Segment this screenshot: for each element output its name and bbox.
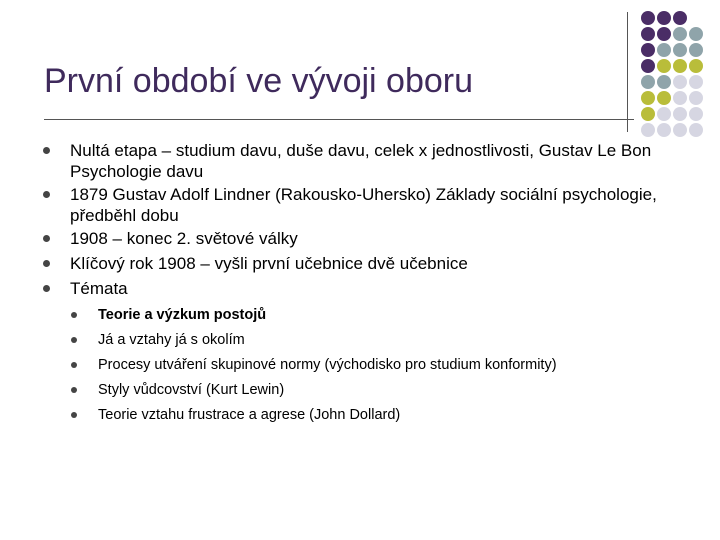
list-item bbox=[40, 228, 680, 249]
decorative-dot bbox=[657, 11, 671, 25]
decorative-dot bbox=[689, 27, 703, 41]
sub-list-item bbox=[40, 303, 680, 328]
slide-title: První období ve vývoji oboru bbox=[44, 62, 474, 100]
sub-list-item-text: Teorie vztahu frustrace a agrese (John Dollard) bbox=[98, 407, 401, 423]
bullet-icon bbox=[43, 147, 50, 154]
list-item-text: Klíčový rok 1908 – vyšli první učebnice dvě učebnice bbox=[70, 254, 468, 273]
decorative-dot bbox=[673, 11, 687, 25]
list-item-text: 1879 Gustav Adolf Lindner (Rakousko-Uhersko) Základy sociální psychologie, předběhl dobu bbox=[70, 185, 657, 225]
bullet-icon bbox=[71, 362, 77, 368]
decorative-dot bbox=[657, 43, 671, 57]
list-item bbox=[40, 184, 680, 226]
decorative-dot bbox=[657, 75, 671, 89]
sub-list-item bbox=[40, 328, 680, 353]
list-item-text: Témata bbox=[70, 279, 128, 298]
decorative-dot bbox=[641, 27, 655, 41]
decorative-dot bbox=[673, 107, 687, 121]
decorative-dot bbox=[689, 123, 703, 137]
decorative-dot bbox=[673, 123, 687, 137]
list-item bbox=[40, 140, 680, 182]
decorative-dot bbox=[641, 75, 655, 89]
sub-list-item bbox=[40, 378, 680, 403]
sub-list-item-text: Já a vztahy já s okolím bbox=[98, 332, 245, 348]
decorative-dot bbox=[689, 107, 703, 121]
decorative-dot bbox=[657, 107, 671, 121]
sub-list-item bbox=[40, 353, 680, 378]
decorative-dot bbox=[641, 59, 655, 73]
decorative-dot bbox=[689, 75, 703, 89]
decorative-dot bbox=[673, 91, 687, 105]
bullet-icon bbox=[43, 235, 50, 242]
list-item bbox=[40, 253, 680, 274]
list-item bbox=[40, 278, 680, 299]
list-item-text: 1908 – konec 2. světové války bbox=[70, 229, 298, 248]
decorative-dot bbox=[641, 107, 655, 121]
list-item-text: Nultá etapa – studium davu, duše davu, celek x jednostlivosti, Gustav Le Bon Psychologie davu bbox=[70, 141, 652, 181]
decorative-dot bbox=[689, 43, 703, 57]
decorative-dot bbox=[641, 123, 655, 137]
decorative-dot bbox=[657, 27, 671, 41]
decorative-dot bbox=[673, 27, 687, 41]
decorative-dot bbox=[673, 43, 687, 57]
bullet-icon bbox=[71, 387, 77, 393]
bullet-icon bbox=[71, 412, 77, 418]
decorative-dot bbox=[641, 43, 655, 57]
decorative-dot bbox=[673, 75, 687, 89]
decorative-dot bbox=[689, 91, 703, 105]
decorative-dot bbox=[689, 59, 703, 73]
bullet-icon bbox=[71, 337, 77, 343]
decorative-dot bbox=[657, 59, 671, 73]
decorative-dot bbox=[657, 123, 671, 137]
decorative-dot bbox=[657, 91, 671, 105]
decorative-dot bbox=[641, 11, 655, 25]
bullet-icon bbox=[43, 285, 50, 292]
bullet-list bbox=[40, 140, 680, 428]
sub-list-item-text: Procesy utváření skupinové normy (východisko pro studium konformity) bbox=[98, 357, 557, 373]
decorative-dot bbox=[641, 91, 655, 105]
title-underline bbox=[44, 119, 634, 120]
bullet-icon bbox=[43, 191, 50, 198]
bullet-icon bbox=[71, 312, 77, 318]
sub-list-item-text: Styly vůdcovství (Kurt Lewin) bbox=[98, 382, 285, 398]
decorative-dot bbox=[673, 59, 687, 73]
sub-list-item-text: Teorie a výzkum postojů bbox=[98, 307, 267, 323]
sub-list-item bbox=[40, 403, 680, 428]
bullet-icon bbox=[43, 260, 50, 267]
vertical-divider bbox=[627, 12, 628, 132]
